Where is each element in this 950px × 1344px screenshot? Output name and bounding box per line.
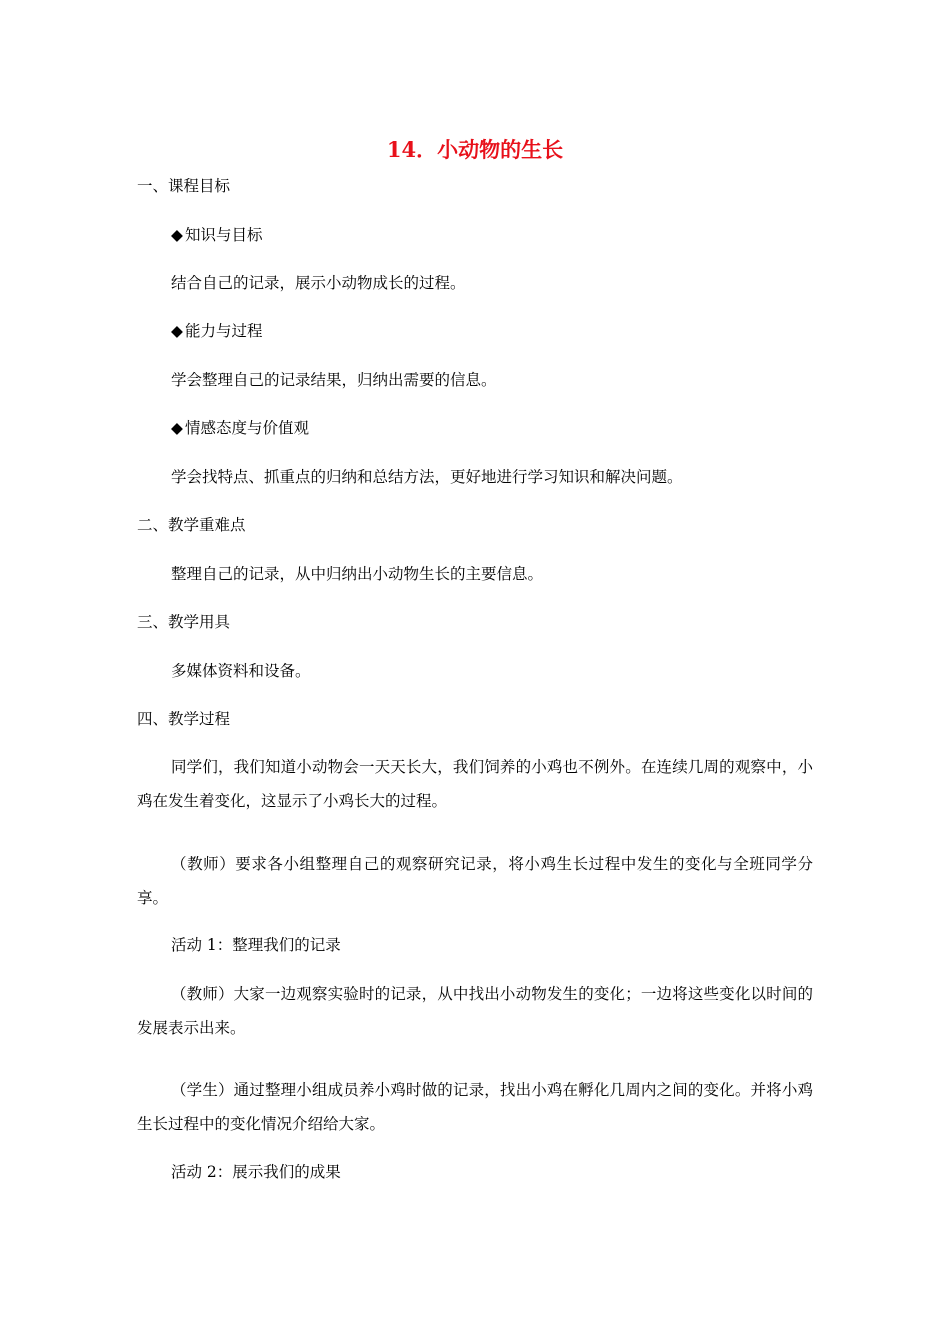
- process-paragraph-student: （学生）通过整理小组成员养小鸡时做的记录，找出小鸡在孵化几周内之间的变化。并将小鸡生长过程中的变化情况介绍给大家。: [137, 1081, 813, 1133]
- section-heading-tools: 三、教学用具: [137, 613, 231, 631]
- key-points-text: 整理自己的记录，从中归纳出小动物生长的主要信息。: [171, 565, 544, 583]
- section-heading-key-points: 二、教学重难点: [137, 516, 246, 534]
- objective-text-knowledge: 结合自己的记录，展示小动物成长的过程。: [171, 274, 466, 292]
- objective-label-ability: [171, 319, 263, 343]
- objective-text-ability: 学会整理自己的记录结果，归纳出需要的信息。: [171, 371, 497, 389]
- tools-text: 多媒体资料和设备。: [171, 662, 311, 680]
- objective-text-attitude: 学会找特点、抓重点的归纳和总结方法，更好地进行学习知识和解决问题。: [171, 468, 683, 486]
- objective-label-text: 情感态度与价值观: [185, 419, 310, 437]
- process-paragraph-teacher-task: （教师）要求各小组整理自己的观察研究记录，将小鸡生长过程中发生的变化与全班同学分享。: [137, 855, 813, 907]
- page-title: 14．小动物的生长: [386, 137, 564, 162]
- section-heading-process: 四、教学过程: [137, 710, 231, 728]
- objective-label-knowledge: [171, 223, 263, 247]
- process-paragraph-teacher-observe: （教师）大家一边观察实验时的记录，从中找出小动物发生的变化；一边将这些变化以时间的发展表示出来。: [137, 985, 813, 1037]
- objective-label-text: 知识与目标: [185, 226, 263, 244]
- objective-label-text: 能力与过程: [185, 322, 263, 340]
- black-diamond-icon: ◆: [171, 226, 183, 244]
- section-heading-objectives: 一、课程目标: [137, 177, 231, 195]
- process-paragraph-intro: 同学们，我们知道小动物会一天天长大，我们饲养的小鸡也不例外。在连续几周的观察中，小鸡在发生着变化，这显示了小鸡长大的过程。: [137, 758, 813, 810]
- black-diamond-icon: ◆: [171, 419, 183, 437]
- objective-label-attitude: [171, 416, 309, 440]
- black-diamond-icon: ◆: [171, 322, 183, 340]
- activity-1-heading: 活动 1：整理我们的记录: [171, 936, 341, 954]
- activity-2-heading: 活动 2：展示我们的成果: [171, 1163, 341, 1181]
